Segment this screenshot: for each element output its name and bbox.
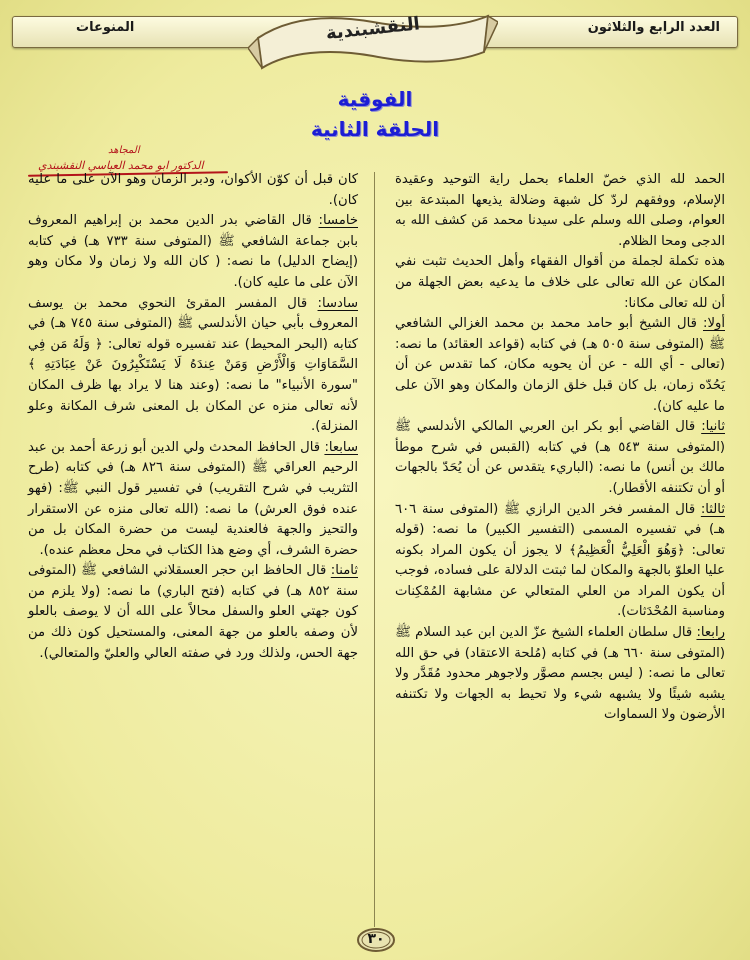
paragraph	[395, 417, 725, 499]
paragraph-text: قال المفسر المقرئ النحوي محمد بن يوسف المعروف بأبي حيان الأندلسي ﷺ (المتوفى سنة ٧٤٥ هـ) في كتابه (البحر المحيط) عند تفسيره قوله تعالى: ﴿ وَلَهُ مَن فِي السَّمَاوَاتِ وَالْأَرْضِ وَمَنْ عِندَهُ لَا يَسْتَكْبِرُونَ عَنْ عِبَادَتِهِ ﴾ "سورة الأنبياء" ما نصه: (وعند هنا لا يراد بها ظرف المكان لأنه تعالى منزه عن المكان بل المعنى شرف المكانة وعلو المنزلة).	[28, 295, 358, 435]
paragraph-text: قال المفسر فخر الدين الرازي ﷺ (المتوفى سنة ٦٠٦ هـ) في تفسيره المسمى (التفسير الكبير) ما نصه: (قوله تعالى: ﴿وَهُوَ الْعَلِيُّ الْعَظِيمُ﴾ لا يجوز أن يكون المراد بكونه عليا العلوّ بالجهة والمكان لما ثبتت الدلالة على فساده، فوجب أن يكون المراد من العلي المتعالي عن مشابهة المُمْكِنات ومناسبة المُحْدَثات).	[395, 501, 725, 620]
paragraph-text: قال الشيخ أبو حامد محمد بن محمد الغزالي الشافعي ﷺ (المتوفى سنة ٥٠٥ هـ) في كتابه (قواعد العقائد) ما نصه: (تعالى - أي الله - عن أن يحويه مكان، كما تقدس عن أن يَحُدّه زمان، بل كان قبل خلق الزمان والمكان وهو الآن على ما عليه كان).	[395, 316, 725, 414]
paragraph	[395, 500, 725, 624]
paragraph	[28, 294, 358, 438]
left-column	[28, 170, 358, 664]
author-name: الدكتور ابو محمد العباسي النقشبندي	[38, 159, 204, 172]
article-title: الفوقية	[337, 87, 413, 111]
author-title: المجاهد	[108, 145, 140, 156]
paragraph	[28, 211, 358, 293]
paragraph-text: قال الحافظ ابن حجر العسقلاني الشافعي ﷺ (المتوفى سنة ٨٥٢ هـ) في كتابه (فتح الباري) ما نصه: (ولا يلزم من كون جهتي العلو والسفل محالاً على الله أن لا يوصف بالعلو لأن وصفه بالعلو من جهة المعنى، والمستحيل كون ذلك من جهة الحس، ولذلك ورد في صفته العالي والعليّ والمتعالي).	[28, 563, 359, 661]
paragraph	[395, 314, 725, 417]
paragraph-label: أولا:	[703, 316, 725, 332]
issue-label: العدد الرابع والثلاثون	[587, 20, 720, 35]
paragraph-label: رابعا:	[696, 625, 725, 641]
article-subtitle: الحلقة الثانية	[310, 117, 440, 141]
section-label: المنوعات	[76, 20, 135, 35]
paragraph-label: ثامنا:	[330, 563, 358, 579]
column-divider	[374, 172, 375, 927]
paragraph	[395, 623, 725, 726]
paragraph-label: ثالثا:	[700, 501, 725, 517]
paragraph	[28, 170, 358, 211]
paragraph-label: سادسا:	[317, 295, 358, 311]
paragraph-text: قال القاضي بدر الدين محمد بن إبراهيم المعروف بابن جماعة الشافعي ﷺ (المتوفى سنة ٧٣٣ هـ) في كتابه (إيضاح الدليل) ما نصه: ( كان الله ولا زمان ولا مكان وهو الآن على ما عليه كان).	[28, 213, 358, 290]
paragraph-text: كان قبل أن كوّن الأكوان، ودبر الزمان وهو الآن على ما عليه كان).	[28, 172, 358, 208]
paragraph-label: خامسا:	[318, 213, 358, 229]
paragraph-text: قال القاضي أبو بكر ابن العربي المالكي الأندلسي ﷺ (المتوفى سنة ٥٤٣ هـ) في كتابه (القبس في شرح موطأ مالك بن أنس) ما نصه: (الباريء يتقدس عن أن يُحَدّ بالجهات أو أن تكتنفه الأقطار).	[395, 419, 725, 496]
paragraph-text: قال سلطان العلماء الشيخ عزّ الدين ابن عبد السلام ﷺ (المتوفى سنة ٦٦٠ هـ) في كتابه (مُلحة الاعتقاد) في حق الله تعالى ما نصه: ( ليس بجسم مصوَّر ولاجوهر محدود مُقَدَّر ولا يشبه شيئًا ولا يشبهه شيء ولا تحيط به الجهات ولا تكتنفه الأرضون ولا السماوات	[395, 625, 725, 723]
paragraph-text: قال الحافظ المحدث ولي الدين أبو زرعة أحمد بن عبد الرحيم العراقي ﷺ (المتوفى سنة ٨٢٦ هـ) في كتابه (طرح التثريب في شرح التقريب) في تفسير قول النبي ﷺ: (فهو عنده فوق العرش) ما نصه: (الله تعالى منزه عن الاستقرار والتحيز والجهة فالعندية ليست من حضرة المكان بل من حضرة الشرف، أي وضع هذا الكتاب في محل معظم عنده).	[28, 439, 358, 558]
paragraph	[28, 561, 358, 664]
paragraph	[28, 438, 358, 562]
paragraph-text: الحمد لله الذي خصّ العلماء بحمل راية التوحيد وعقيدة الإسلام، ووفقهم لردّ كل شبهة وضلالة يذيعها المبتدعة بين العوام، وصلى الله وسلم على سيدنا محمد مَن كشف الله به الدجى ومحا الظلام.	[395, 172, 725, 249]
ribbon-title: النقشبندية	[324, 13, 421, 45]
paragraph-text: هذه تكملة لجملة من أقوال الفقهاء وأهل الحديث تثبت نفي المكان عن الله تعالى على خلاف ما يدعيه بعض الجهلة من أن لله تعالى مكانا:	[395, 254, 725, 311]
page-number: ٣٠	[367, 931, 385, 947]
paragraph	[395, 252, 725, 314]
paragraph	[395, 170, 725, 252]
right-column	[395, 170, 725, 726]
paragraph-label: سابعا:	[324, 439, 358, 455]
paragraph-label: ثانيا:	[701, 419, 725, 435]
